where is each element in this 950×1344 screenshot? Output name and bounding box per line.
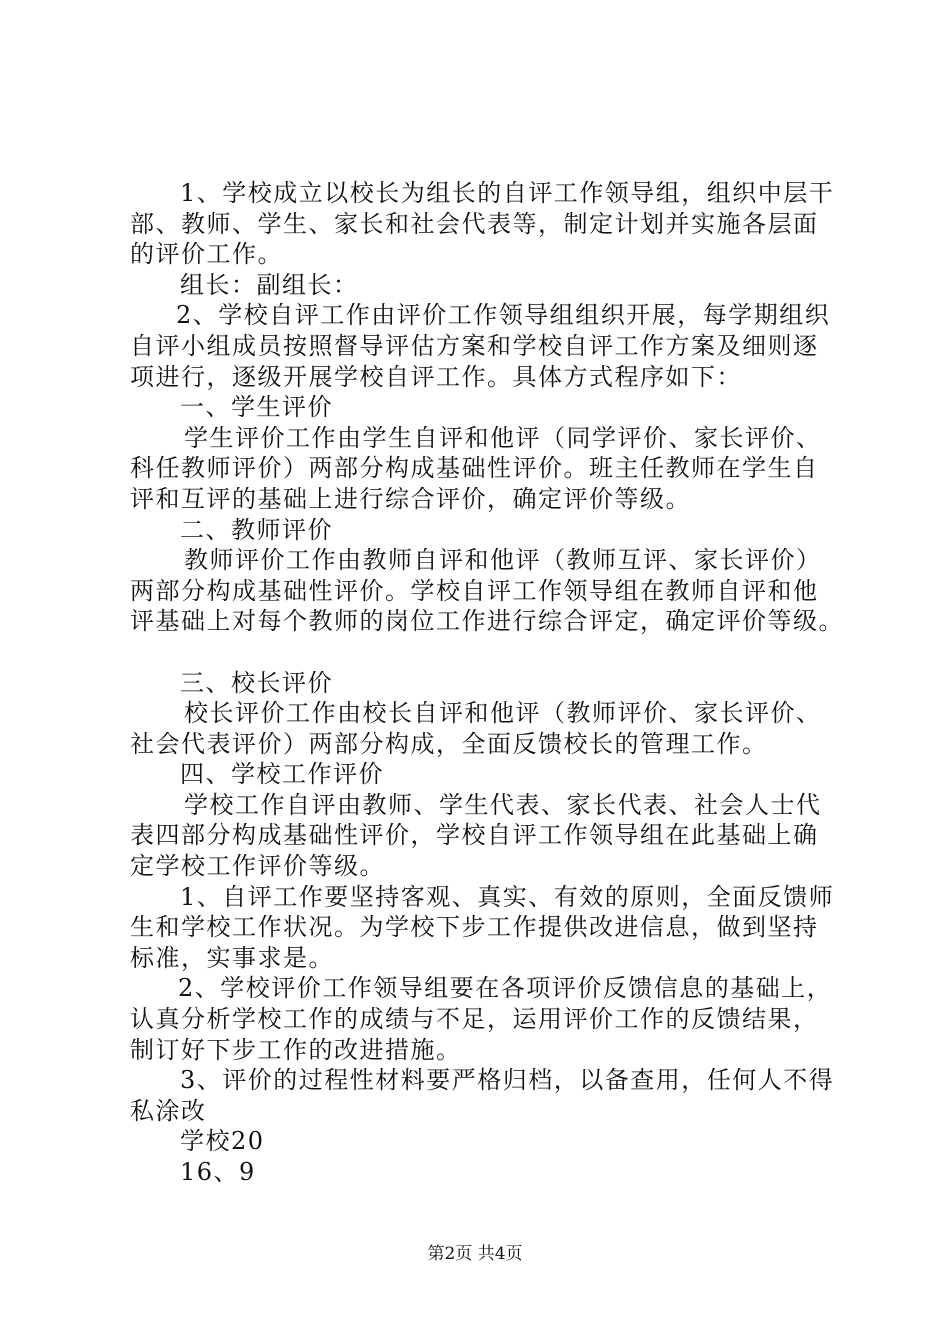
section-heading: 三、校长评价 [180,668,333,697]
paragraph-line: 2、学校自评工作由评价工作领导组组织开展，每学期组织 [176,301,831,330]
paragraph-line: 3、评价的过程性材料要严格归档，以备查用，任何人不得 [180,1066,835,1095]
paragraph-line: 定学校工作评价等级。 [130,852,385,881]
section-heading: 一、学生评价 [180,393,333,422]
paragraph-line: 学生评价工作由学生自评和他评（同学评价、家长评价、 [184,423,822,452]
signature-date: 16、9 [180,1158,256,1186]
paragraph-line: 评和互评的基础上进行综合评价，确定评价等级。 [130,484,691,513]
paragraph-line: 自评小组成员按照督导评估方案和学校自评工作方案及细则逐 [130,331,819,360]
paragraph-line: 两部分构成基础性评价。学校自评工作领导组在教师自评和他 [130,576,819,605]
paragraph-line: 教师评价工作由教师自评和他评（教师互评、家长评价） [184,546,822,575]
group-leader-line: 组长：副组长： [180,270,359,299]
paragraph-line: 科任教师评价）两部分构成基础性评价。班主任教师在学生自 [130,454,819,483]
paragraph-line: 1、自评工作要坚持客观、真实、有效的原则，全面反馈师 [180,882,835,911]
paragraph-line: 学校工作自评由教师、学生代表、家长代表、社会人士代 [184,790,822,819]
paragraph-line: 2、学校评价工作领导组要在各项评价反馈信息的基础上， [178,974,833,1003]
paragraph-line: 认真分析学校工作的成绩与不足，运用评价工作的反馈结果， [130,1005,819,1034]
paragraph-line: 社会代表评价）两部分构成，全面反馈校长的管理工作。 [130,729,768,758]
document-body [130,178,850,1188]
blank-line [130,637,850,668]
paragraph-line: 评基础上对每个教师的岗位工作进行综合评定，确定评价等级。 [130,607,844,636]
section-heading: 四、学校工作评价 [180,760,384,789]
paragraph-line: 表四部分构成基础性评价，学校自评工作领导组在此基础上确 [130,821,819,850]
paragraph-line: 项进行，逐级开展学校自评工作。具体方式程序如下： [130,362,742,391]
section-heading: 二、教师评价 [180,515,333,544]
page-number-footer: 第2页 共4页 [427,1244,523,1264]
paragraph-line: 的评价工作。 [130,240,283,269]
signature-school: 学校20 [180,1127,265,1156]
paragraph-line: 标准，实事求是。 [130,943,334,972]
paragraph-line: 部、教师、学生、家长和社会代表等，制定计划并实施各层面 [130,209,819,238]
paragraph-line: 制订好下步工作的改进措施。 [130,1035,462,1064]
paragraph-line: 私涂改 [130,1096,207,1125]
paragraph-line: 校长评价工作由校长自评和他评（教师评价、家长评价、 [184,699,822,728]
paragraph-line: 1、学校成立以校长为组长的自评工作领导组，组织中层干 [180,179,835,207]
paragraph-line: 生和学校工作状况。为学校下步工作提供改进信息，做到坚持 [130,913,819,942]
